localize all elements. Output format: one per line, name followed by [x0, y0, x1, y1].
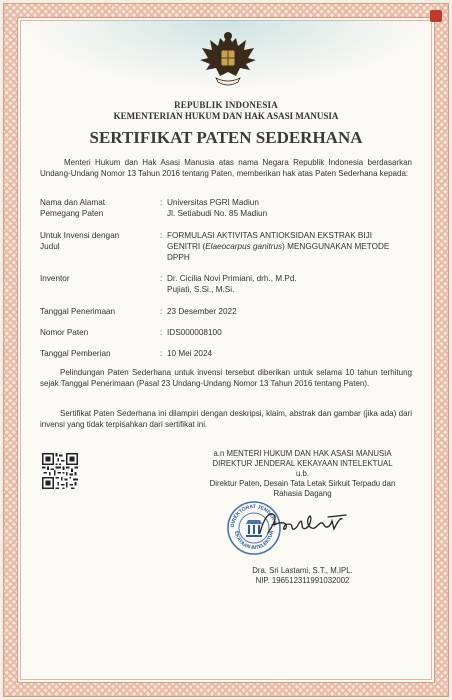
separator: : — [160, 198, 163, 207]
attachment-paragraph: Sertifikat Paten Sederhana ini dilampiri dengan deskripsi, klaim, abstrak dan gambar (jika ada) dari invensi yang tidak terpisahkan dari sertifikat ini. — [40, 409, 412, 429]
grant-date-label: Tanggal Pemberian — [40, 349, 111, 358]
signatory — [195, 566, 410, 586]
invention-title-label: Untuk Invensi dengan Judul — [40, 231, 120, 251]
holder-label: Nama dan Alamat Pemegang Paten — [40, 198, 106, 218]
stamp-top-text: DIREKTORAT JENDERAL — [229, 503, 279, 528]
patent-number-label: Nomor Paten — [40, 328, 89, 337]
patent-number-value: IDS000008100 — [167, 328, 222, 337]
inventor-value: Dr. Cicilia Novi Primiani, drh., M.Pd. Pujiati, S.Si., M.Si. — [167, 274, 297, 294]
signatory-nip: NIP. 196512311991032002 — [255, 576, 350, 585]
qr-code-icon — [42, 453, 78, 489]
country-heading: REPUBLIK INDONESIA — [174, 100, 278, 110]
grant-date-value: 10 Mei 2024 — [167, 349, 213, 358]
invention-title-value: FORMULASI AKTIVITAS ANTIOKSIDAN EKSTRAK BIJI GENITRI (Elaeocarpus ganitrus) MENGGUNAKAN METODE DPPH — [167, 231, 390, 262]
signatory-name: Dra. Sri Lastami, S.T., M.IPL. — [252, 566, 353, 575]
inventor-label: Inventor — [40, 274, 70, 283]
separator: : — [160, 307, 163, 316]
separator: : — [160, 328, 163, 337]
separator: : — [160, 349, 163, 358]
separator: : — [160, 274, 163, 283]
protection-paragraph: Pelindungan Paten Sederhana untuk invensi tersebut diberikan untuk selama 10 tahun terhitung sejak Tanggal Penerimaan (Pasal 23 Undang-Undang Nomor 13 Tahun 2016 tentang Paten). — [40, 368, 412, 388]
intro-paragraph: Menteri Hukum dan Hak Asasi Manusia atas nama Negara Republik Indonesia berdasarkan Undang-Undang Nomor 13 Tahun 2016 tentang Paten, memberikan hak atas Paten Sederhana kepada: — [40, 158, 412, 178]
corner-mark — [430, 10, 442, 22]
stamp-bottom-text: EKAYAAN INTELEKTUA — [232, 530, 276, 552]
separator: : — [160, 231, 163, 240]
signature-authority: a.n MENTERI HUKUM DAN HAK ASASI MANUSIA DIREKTUR JENDERAL KEKAYAAN INTELEKTUAL u.b. Direktur Paten, Desain Tata Letak Sirkuit Terpadu dan Rahasia Dagang — [209, 449, 396, 498]
ministry-heading: KEMENTERIAN HUKUM DAN HAK ASASI MANUSIA — [113, 111, 339, 121]
species-name: Elaeocarpus ganitrus — [205, 242, 283, 251]
certificate-title: SERTIFIKAT PATEN SEDERHANA — [89, 128, 363, 147]
holder-value: Universitas PGRI Madiun Jl. Setiabudi No. 85 Madiun — [167, 198, 268, 218]
received-date-label: Tanggal Penerimaan — [40, 307, 116, 316]
garuda-emblem-icon — [198, 28, 258, 90]
handwritten-signature — [256, 507, 356, 539]
received-date-value: 23 Desember 2022 — [167, 307, 237, 316]
